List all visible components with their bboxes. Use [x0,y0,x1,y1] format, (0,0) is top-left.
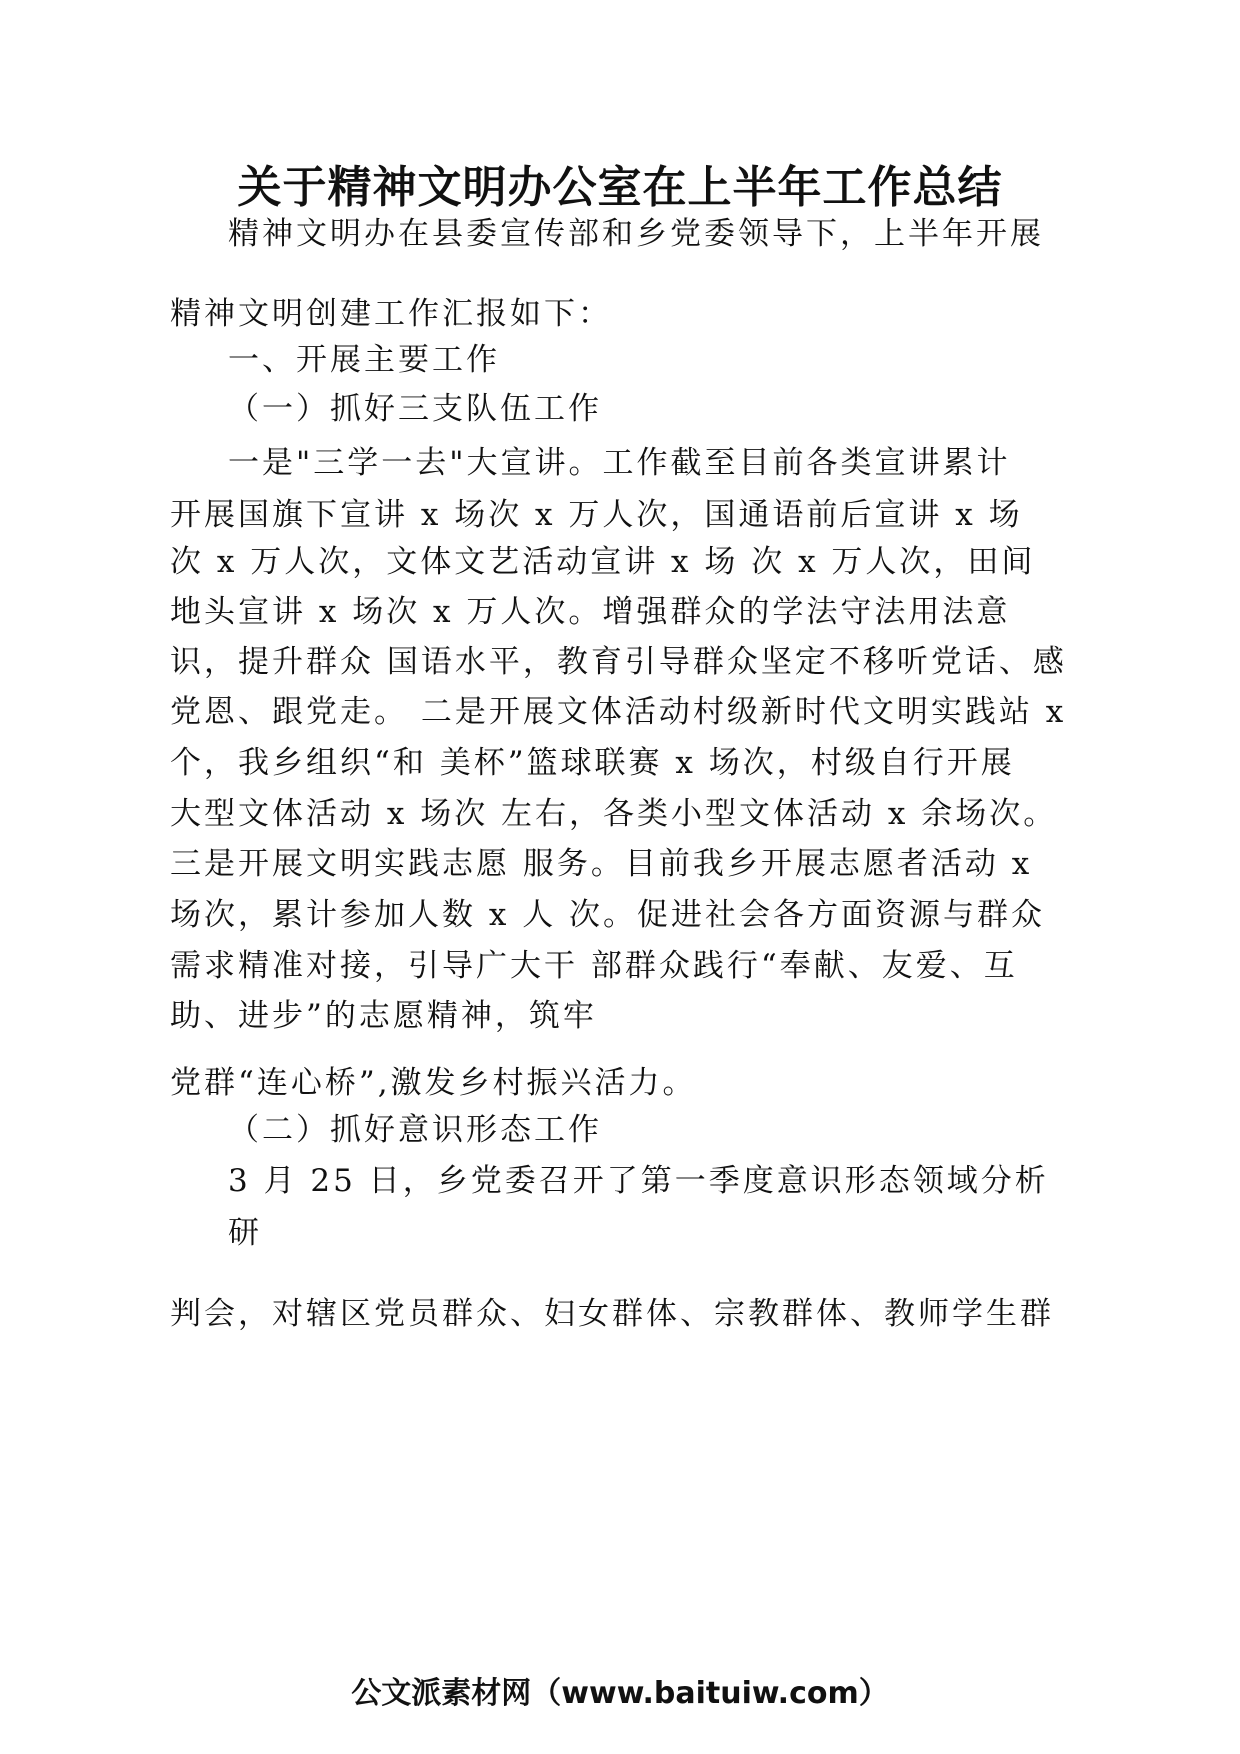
body-line: 开展国旗下宣讲 x 场次 x 万人次，国通语前后宣讲 x 场 [170,497,1023,533]
body-line: 助、进步”的志愿精神，筑牢 [170,998,597,1034]
body-line: 场次，累计参加人数 x 人 次。促进社会各方面资源与群众 [170,897,1046,933]
body-line: 三是开展文明实践志愿 服务。目前我乡开展志愿者活动 x [170,846,1033,882]
body-line: 地头宣讲 x 场次 x 万人次。增强群众的学法守法用法意 [170,594,1011,630]
body-line: 个，我乡组织“和 美杯”篮球联赛 x 场次，村级自行开展 [170,745,1015,781]
body-line: 党群“连心桥”,激发乡村振兴活力。 [170,1065,697,1101]
body-line: 次 x 万人次，文体文艺活动宣讲 x 场 次 x 万人次，田间 [170,544,1036,580]
section-heading: 一、开展主要工作 [228,342,500,378]
body-line: 判会，对辖区党员群众、妇女群体、宗教群体、教师学生群 [170,1296,1054,1332]
body-line: 研 [228,1215,262,1251]
document-title: 关于精神文明办公室在上半年工作总结 [237,162,1003,213]
body-line: 大型文体活动 x 场次 左右，各类小型文体活动 x 余场次。 [170,796,1058,832]
footer-watermark: 公文派素材网（www.baituiw.com） [351,1676,889,1711]
body-line: 精神文明创建工作汇报如下： [170,296,612,332]
subsection-heading: （一）抓好三支队伍工作 [228,391,602,427]
body-line: 需求精准对接，引导广大干 部群众践行“奉献、友爱、互 [170,948,1018,984]
body-line: 识，提升群众 国语水平，教育引导群众坚定不移听党话、感 [170,644,1067,680]
body-line: 党恩、跟党走。 二是开展文体活动村级新时代文明实践站 x [170,694,1067,730]
body-line: 精神文明办在县委宣传部和乡党委领导下，上半年开展 [228,216,1044,252]
subsection-heading: （二）抓好意识形态工作 [228,1112,602,1148]
body-line: 一是"三学一去"大宣讲。工作截至目前各类宣讲累计 [228,445,1011,481]
body-line: 3 月 25 日，乡党委召开了第一季度意识形态领域分析 [228,1163,1049,1199]
